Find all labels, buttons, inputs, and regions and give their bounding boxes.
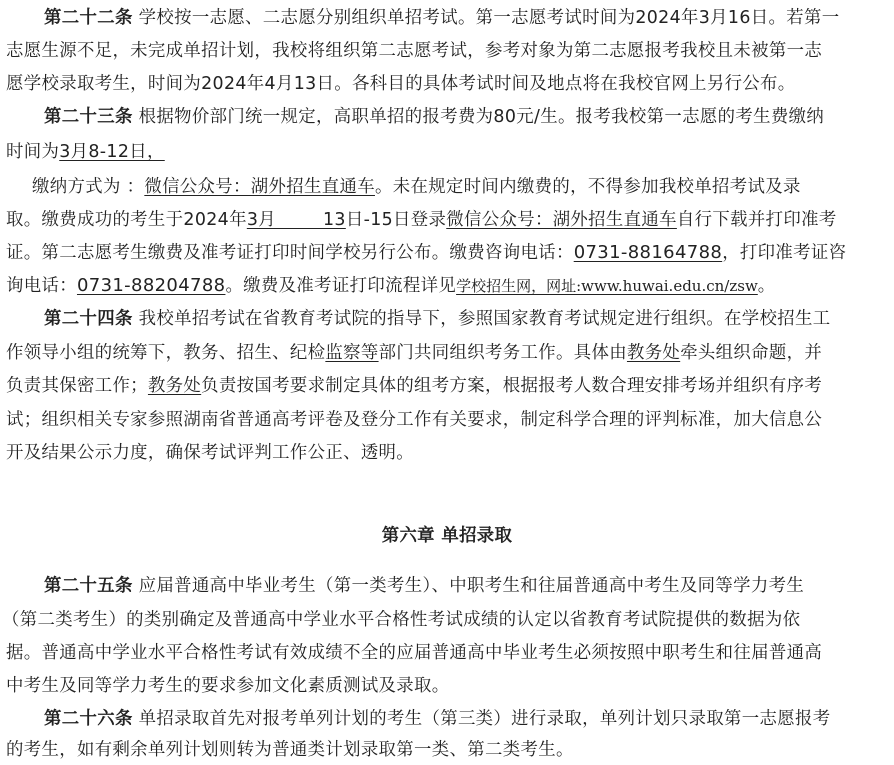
article-26-line-2: 的考生，如有剩余单列计划则转为普通类计划录取第一类、第二类考生。	[6, 740, 574, 760]
payment-period: 3月8-12日，	[59, 142, 165, 162]
article-25-line-4: 中考生及同等学力考生的要求参加文化素质测试及录取。	[6, 676, 450, 696]
article-26-label: 第二十六条	[44, 709, 133, 729]
article-23-line-1: 第二十三条 根据物价部门统一规定，高职单招的报考费为80元/生。报考我校第一志愿的考生费缴纳	[44, 107, 825, 127]
wechat-account-link[interactable]: 微信公众号：湖外招生直通车	[144, 177, 375, 197]
article-24-line-2: 作领导小组的统筹下，教务、招生、纪检监察等部门共同组织考务工作。具体由教务处牵头组织命题，并	[6, 343, 823, 363]
article-24-line-5: 开及结果公示力度，确保考试评判工作公正、透明。	[6, 443, 415, 463]
article-23-line-2: 时间为3月8-12日，	[6, 142, 165, 162]
ticket-phone[interactable]: 0731-88204788	[76, 275, 226, 296]
article-23-line-4: 取。缴费成功的考生于2024年3月 13日-15日登录微信公众号：湖外招生直通车自行下载并打印准考	[6, 210, 837, 230]
admissions-website-link[interactable]: 学校招生网，网址:www.huwai.edu.cn/zsw	[456, 277, 758, 295]
article-24-label: 第二十四条	[44, 309, 133, 329]
article-25-label: 第二十五条	[44, 576, 133, 596]
article-22-label: 第二十二条	[44, 8, 133, 28]
article-22-line-3: 愿学校录取考生，时间为2024年4月13日。各科目的具体考试时间及地点将在我校官网上另行公布。	[6, 74, 796, 94]
article-24-line-1: 第二十四条 我校单招考试在省教育考试院的指导下，参照国家教育考试规定进行组织。在学校招生工	[44, 309, 831, 329]
wechat-account-link-2[interactable]: 微信公众号：湖外招生直通车	[446, 210, 677, 230]
article-23-line-6: 询电话：0731-88204788。缴费及准考证打印流程详见学校招生网，网址:www.huwai.edu.cn/zsw。	[6, 275, 776, 296]
article-22-line-1: 第二十二条 学校按一志愿、二志愿分别组织单招考试。第一志愿考试时间为2024年3月16日。若第一	[44, 8, 840, 28]
print-start-date: 3月 13	[246, 210, 346, 230]
chapter-6-heading: 第六章 单招录取	[381, 526, 513, 546]
article-25-line-3: 据。普通高中学业水平合格性考试有效成绩不全的应届普通高中毕业考生必须按照中职考生和往届普通高	[6, 643, 823, 663]
article-24-line-4: 试；组织相关专家参照湖南省普通高考评卷及登分工作有关要求，制定科学合理的评判标准，加大信息公	[6, 410, 823, 430]
article-25-line-1: 第二十五条 应届普通高中毕业考生（第一类考生）、中职考生和往届普通高中考生及同等学力考生	[44, 576, 805, 596]
article-23-line-3: 缴纳方式为 ：微信公众号：湖外招生直通车。未在规定时间内缴费的，不得参加我校单招考试及录	[32, 177, 801, 197]
article-24-line-3: 负责其保密工作；教务处负责按国考要求制定具体的组考方案，根据报考人数合理安排考场并组织有序考	[6, 376, 823, 396]
article-23-line-5: 证。第二志愿考生缴费及准考证打印时间学校另行公布。缴费咨询电话：0731-88164788，打印准考证咨	[6, 242, 847, 263]
article-22-line-2: 志愿生源不足，未完成单招计划，我校将组织第二志愿考试，参考对象为第二志愿报考我校且未被第一志	[6, 41, 823, 61]
article-23-label: 第二十三条	[44, 107, 133, 127]
payment-phone[interactable]: 0731-88164788	[573, 242, 723, 263]
article-25-line-2: （第二类考生）的类别确定及普通高中学业水平合格性考试成绩的认定以省教育考试院提供的数据为依	[2, 610, 801, 630]
article-26-line-1: 第二十六条 单招录取首先对报考单列计划的考生（第三类）进行录取，单列计划只录取第一志愿报考	[44, 709, 831, 729]
